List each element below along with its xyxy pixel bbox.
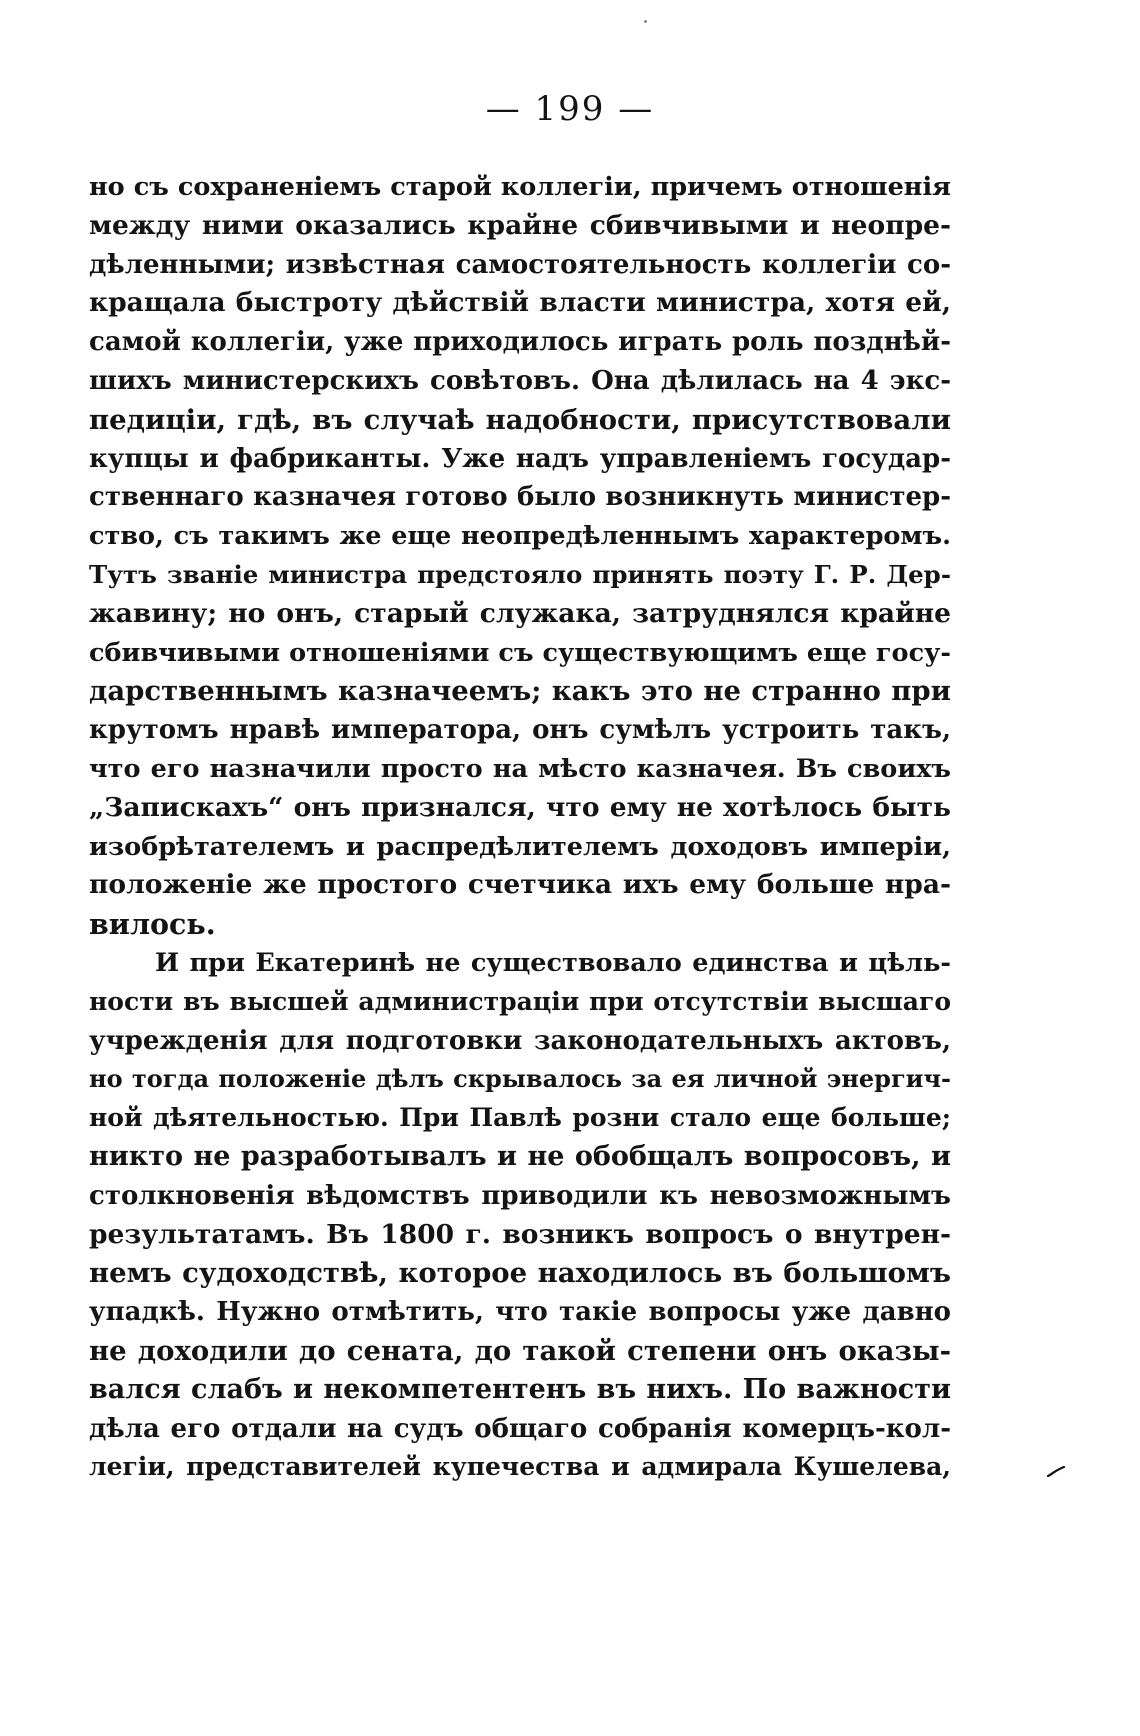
text-line: что его назначили просто на мѣсто казначея. Въ своихъ xyxy=(89,753,951,784)
text-line: легіи, представителей купечества и адмирала Кушелева, xyxy=(89,1452,951,1482)
text-line: положеніе же простого счетчика ихъ ему больше нра- xyxy=(89,869,951,901)
text-line: изобрѣтателемъ и распредѣлителемъ доходовъ имперіи, xyxy=(89,831,951,862)
text-line: Тутъ званіе министра предстояло принять поэту Г. Р. Дер- xyxy=(89,559,951,589)
text-line: ство, съ такимъ же еще неопредѣленнымъ характеромъ. xyxy=(89,521,951,552)
text-line: дѣленными; извѣстная самостоятельность коллегіи со- xyxy=(89,249,951,280)
text-line: ной дѣятельностью. При Павлѣ розни стало еще больше; xyxy=(89,1103,951,1133)
text-line: дарственнымъ казначеемъ; какъ это не странно при xyxy=(89,675,951,708)
text-line: упадкѣ. Нужно отмѣтить, что такіе вопросы уже давно xyxy=(89,1297,951,1328)
text-line: результатамъ. Въ 1800 г. возникъ вопросъ о внутрен- xyxy=(89,1218,951,1250)
text-line: между ними оказались крайне сбивчивыми и неопре- xyxy=(89,209,951,241)
text-line: купцы и фабриканты. Уже надъ управленіемъ государ- xyxy=(89,443,951,474)
text-line: педиціи, гдѣ, въ случаѣ надобности, присутствовали xyxy=(89,403,951,436)
text-line: учрежденія для подготовки законодательныхъ актовъ, xyxy=(89,1025,951,1056)
text-line: сбивчивыми отношеніями съ существующимъ еще госу- xyxy=(89,637,951,668)
text-line: немъ судоходствѣ, которое находилось въ большомъ xyxy=(89,1257,951,1290)
paragraph-1 xyxy=(89,168,951,944)
text-line: крутомъ нравѣ императора, онъ сумѣлъ устроить такъ, xyxy=(89,715,951,746)
text-line: И при Екатеринѣ не существовало единства и цѣль- xyxy=(155,947,951,978)
text-line: кращала быстроту дѣйствій власти министра, хотя ей, xyxy=(89,287,951,319)
text-line: но тогда положеніе дѣлъ скрывалось за ея личной энергич- xyxy=(89,1064,951,1094)
text-line: столкновенія вѣдомствъ приводили къ невозможнымъ xyxy=(89,1180,951,1211)
paragraph-2 xyxy=(89,944,951,1487)
body-text xyxy=(89,168,951,1487)
text-line: никто не разработывалъ и не обобщалъ вопросовъ, и xyxy=(89,1140,951,1172)
text-line: вался слабъ и некомпетентенъ въ нихъ. По важности xyxy=(89,1373,951,1405)
text-line: не доходили до сената, до такой степени онъ оказы- xyxy=(89,1334,951,1367)
text-line: вилось. xyxy=(89,907,216,942)
text-line: дѣла его отдали на судъ общаго собранія комерцъ-кол- xyxy=(89,1413,951,1444)
text-line: шихъ министерскихъ совѣтовъ. Она дѣлилась на 4 экс- xyxy=(89,365,951,396)
text-line: ственнаго казначея готово было возникнуть министер- xyxy=(89,482,951,513)
text-line: самой коллегіи, уже приходилось играть роль позднѣй- xyxy=(89,327,951,358)
page-number: — 199 — xyxy=(485,89,655,129)
text-line: но съ сохраненіемъ старой коллегіи, причемъ отношенія xyxy=(89,172,951,202)
pen-mark-icon xyxy=(1046,1466,1066,1478)
text-line: „Запискахъ“ онъ признался, что ему не хотѣлось быть xyxy=(89,791,951,823)
text-line: ности въ высшей администраціи при отсутствіи высшаго xyxy=(89,986,951,1016)
text-line: жавину; но онъ, старый служака, затруднялся крайне xyxy=(89,597,951,629)
paper-speck xyxy=(644,20,647,23)
